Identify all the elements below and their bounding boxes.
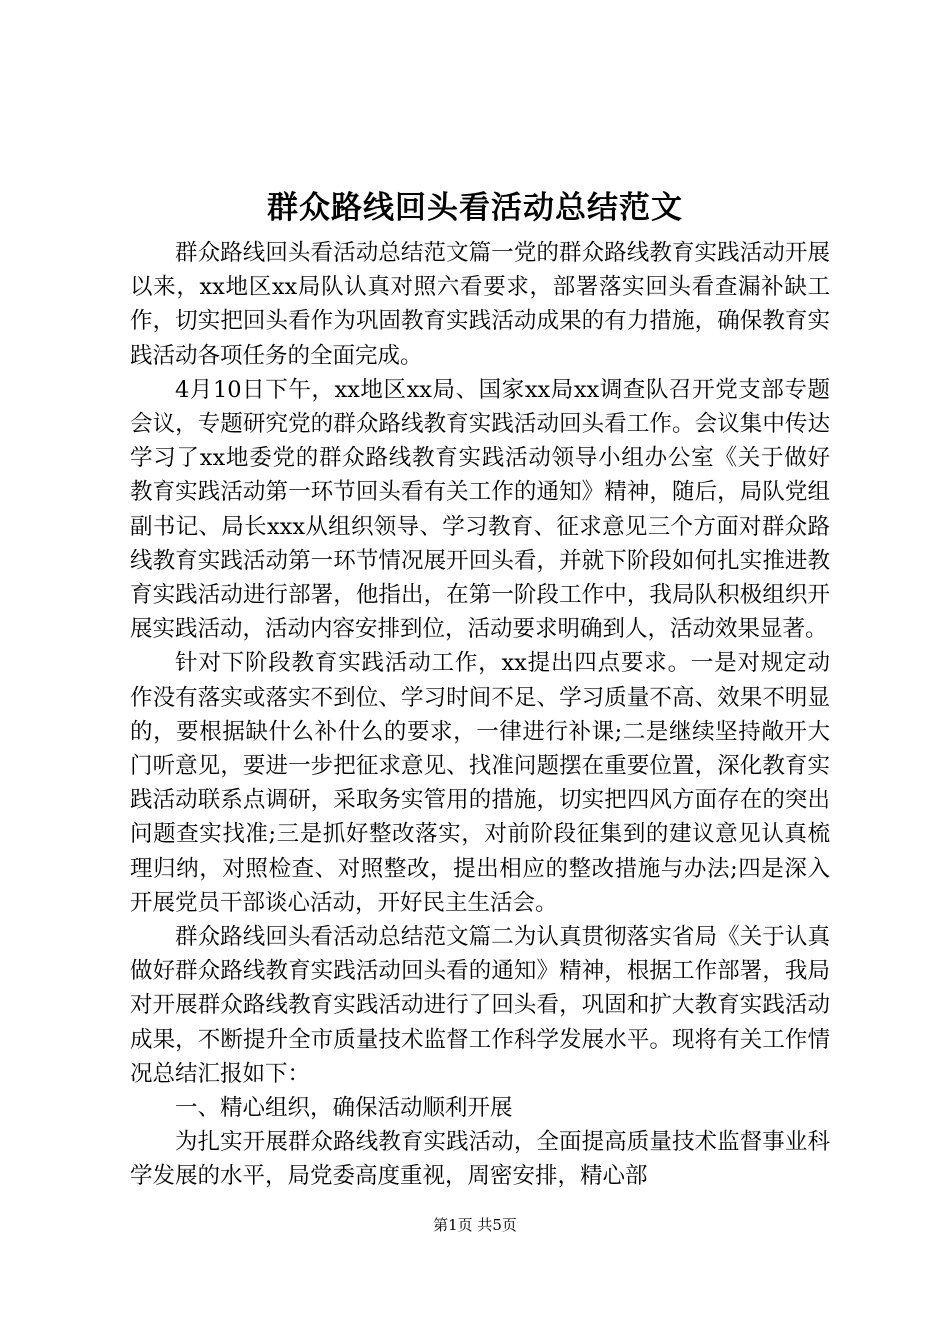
page-number-footer: 第1页 共5页 [433,1216,517,1234]
paragraph-1: 群众路线回头看活动总结范文篇一党的群众路线教育实践活动开展以来，xx地区xx局队认真对照六看要求，部署落实回头看查漏补缺工作，切实把回头看作为巩固教育实践活动成果的有力措施，确保教育实践活动各项任务的全面完成。 [130,240,830,369]
document-body [130,236,830,1194]
section-heading-1: 一、精心组织，确保活动顺利开展 [175,1095,513,1122]
paragraph-5: 为扎实开展群众路线教育实践活动，全面提高质量技术监督事业科学发展的水平，局党委高度重视，周密安排，精心部 [130,1129,830,1190]
document-title: 群众路线回头看活动总结范文 [267,190,683,226]
paragraph-2: 4月10日下午，xx地区xx局、国家xx局xx调查队召开党支部专题会议，专题研究党的群众路线教育实践活动回头看工作。会议集中传达学习了xx地委党的群众路线教育实践活动领导小组办公室《关于做好教育实践活动第一环节回头看有关工作的通知》精神，随后，局队党组副书记、局长xxx从组织领导、学习教育、征求意见三个方面对群众路线教育实践活动第一环节情况展开回头看，并就下阶段如何扎实推进教育实践活动进行部署，他指出，在第一阶段工作中，我局队积极组织开展实践活动，活动内容安排到位，活动要求明确到人，活动效果显著。 [130,376,830,643]
paragraph-3: 针对下阶段教育实践活动工作，xx提出四点要求。一是对规定动作没有落实或落实不到位、学习时间不足、学习质量不高、效果不明显的，要根据缺什么补什么的要求，一律进行补课;二是继续坚持敞开大门听意见，要进一步把征求意见、找准问题摆在重要位置，深化教育实践活动联系点调研，采取务实管用的措施，切实把四风方面存在的突出问题查实找准;三是抓好整改落实，对前阶段征集到的建议意见认真梳理归纳，对照检查、对照整改，提出相应的整改措施与办法;四是深入开展党员干部谈心活动，开好民主生活会。 [130,650,830,916]
paragraph-4: 群众路线回头看活动总结范文篇二为认真贯彻落实省局《关于认真做好群众路线教育实践活动回头看的通知》精神，根据工作部署，我局对开展群众路线教育实践活动进行了回头看，巩固和扩大教育实践活动成果，不断提升全市质量技术监督工作科学发展水平。现将有关工作情况总结汇报如下： [130,924,830,1087]
